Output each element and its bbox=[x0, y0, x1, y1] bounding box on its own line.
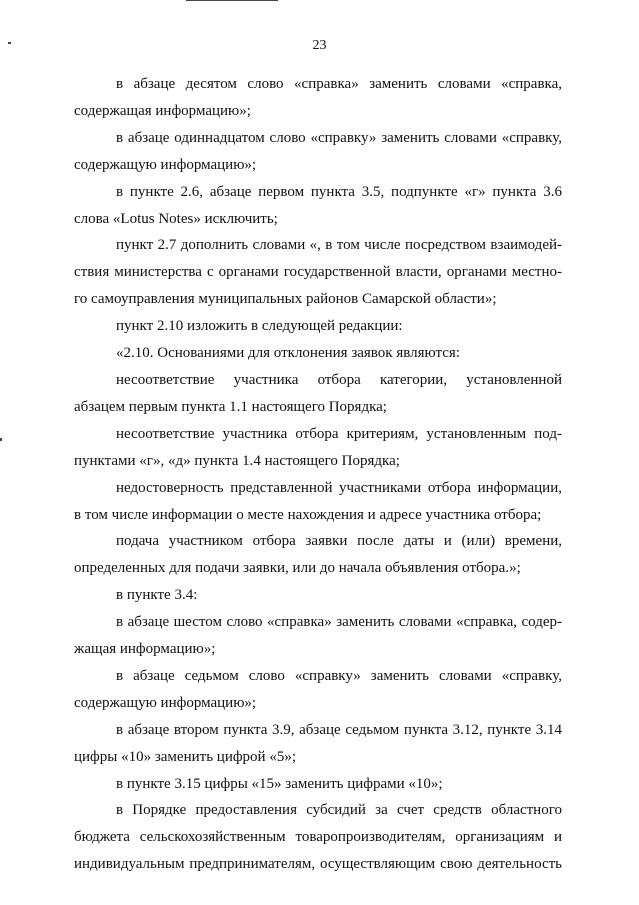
text-line: «2.10. Основаниями для отклонения заявок являются: bbox=[116, 345, 460, 362]
text-line: пункт 2.7 дополнить словами «, в том числе посредством взаимодей- bbox=[116, 237, 562, 254]
text-line: ствия министерства с органами государственной власти, органами местно- bbox=[74, 264, 562, 281]
text-line: индивидуальным предпринимателям, осуществляющим свою деятельность bbox=[74, 856, 562, 873]
text-line: в пункте 3.4: bbox=[116, 587, 198, 604]
text-line: недостоверность представленной участниками отбора информации, bbox=[116, 479, 562, 496]
scan-artifact-dot bbox=[0, 438, 2, 441]
text-line: в Порядке предоставления субсидий за счет средств областного bbox=[116, 802, 562, 819]
text-line: в пункте 3.15 цифры «15» заменить цифрами «10»; bbox=[116, 775, 443, 792]
text-line: в абзаце десятом слово «справка» заменить словами «справка, bbox=[116, 76, 562, 92]
text-line: в абзаце шестом слово «справка» заменить словами «справка, содер- bbox=[116, 614, 562, 631]
text-line: содержащую информацию»; bbox=[74, 156, 257, 173]
text-line: в том числе информации о месте нахождения и адресе участника отбора; bbox=[74, 506, 542, 523]
text-line: в абзаце втором пункта 3.9, абзаце седьмом пункта 3.12, пункте 3.14 bbox=[116, 721, 562, 738]
text-line: го самоуправления муниципальных районов Самарской области»; bbox=[74, 291, 497, 308]
scan-artifact-top-line bbox=[186, 0, 278, 1]
text-line: абзацем первым пункта 1.1 настоящего Порядка; bbox=[74, 398, 387, 415]
text-line: содержащую информацию»; bbox=[74, 694, 257, 711]
text-line: содержащая информацию»; bbox=[74, 102, 251, 119]
text-line: жащая информацию»; bbox=[74, 641, 216, 658]
text-line: пунктами «г», «д» пункта 1.4 настоящего Порядка; bbox=[74, 452, 400, 469]
text-line: несоответствие участника отбора критериям, установленным под- bbox=[116, 425, 562, 442]
text-line: в пункте 2.6, абзаце первом пункта 3.5, подпункте «г» пункта 3.6 bbox=[116, 183, 562, 200]
text-line: цифры «10» заменить цифрой «5»; bbox=[74, 748, 297, 765]
text-line: подача участником отбора заявки после даты и (или) времени, bbox=[116, 533, 562, 550]
text-line: бюджета сельскохозяйственным товаропроизводителям, организациям и bbox=[74, 829, 562, 846]
text-line: несоответствие участника отбора категории, установленной bbox=[116, 371, 562, 388]
document-body bbox=[74, 71, 562, 878]
text-line: слова «Lotus Notes» исключить; bbox=[74, 210, 278, 227]
page-number: 23 bbox=[312, 38, 327, 53]
text-line: в абзаце одиннадцатом слово «справку» заменить словами «справку, bbox=[116, 129, 562, 146]
text-line: пункт 2.10 изложить в следующей редакции: bbox=[116, 318, 403, 335]
text-line: в абзаце седьмом слово «справку» заменить словами «справку, bbox=[116, 667, 562, 684]
text-line: определенных для подачи заявки, или до начала объявления отбора.»; bbox=[74, 560, 521, 577]
